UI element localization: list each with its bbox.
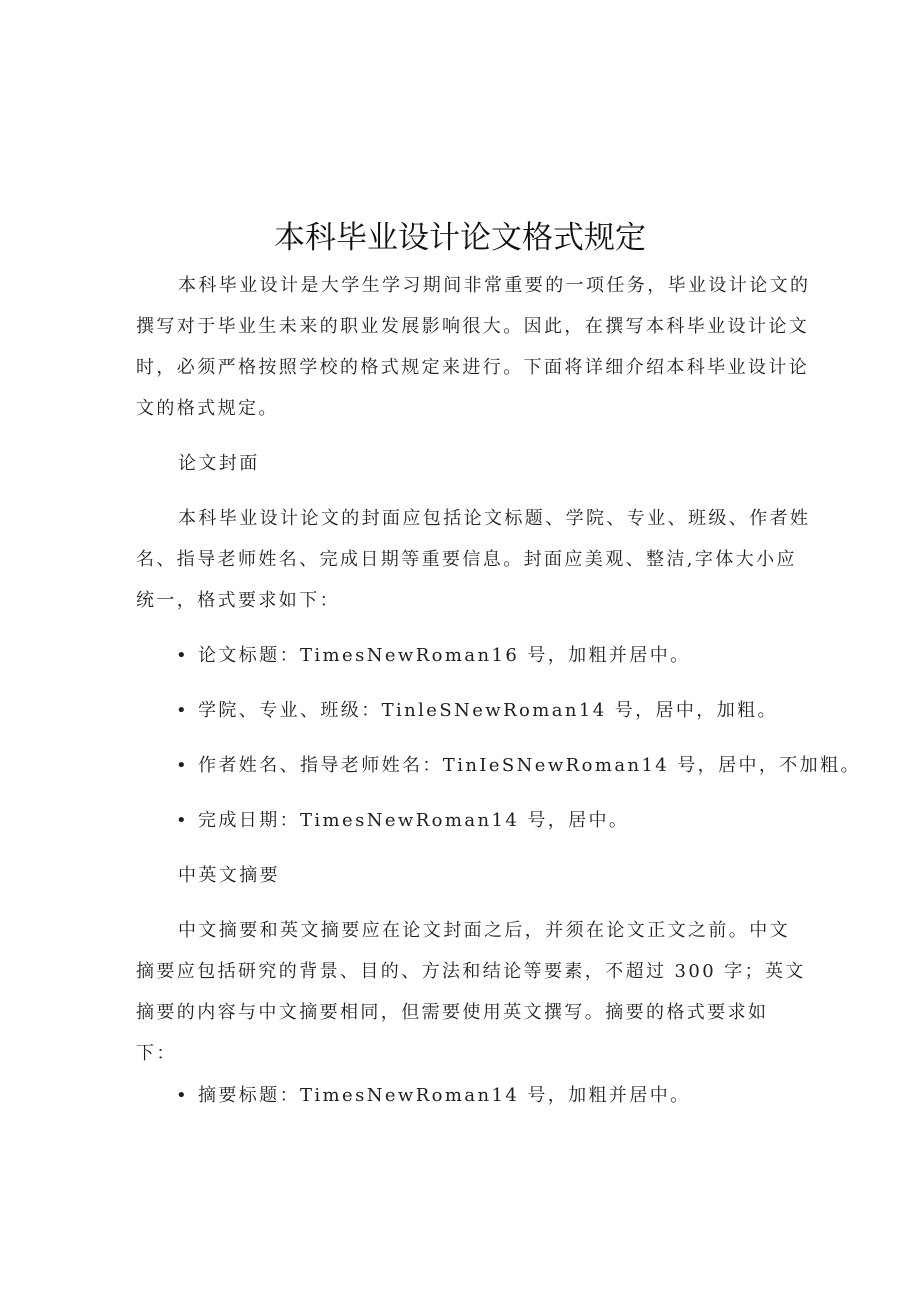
cover-paragraph-line-3: 统一，格式要求如下：	[136, 590, 340, 611]
bullet-item	[176, 809, 629, 833]
bullet-icon: •	[176, 700, 187, 721]
abstract-paragraph-line-3: 摘要的内容与中文摘要相同，但需要使用英文撰写。摘要的格式要求如	[136, 1002, 769, 1023]
bullet-text: 摘要标题：TimesNewRoman14 号，加粗并居中。	[198, 1085, 691, 1106]
bullet-icon: •	[176, 1085, 187, 1106]
bullet-icon: •	[176, 810, 187, 831]
bullet-text: 完成日期：TimesNewRoman14 号，居中。	[198, 810, 630, 831]
bullet-text: 学院、专业、班级：TinleSNewRoman14 号，居中，加粗。	[198, 700, 778, 721]
intro-line-2: 撰写对于毕业生未来的职业发展影响很大。因此，在撰写本科毕业设计论文	[136, 316, 810, 337]
section-heading-cover: 论文封面	[178, 453, 260, 474]
intro-line-4: 文的格式规定。	[136, 398, 279, 419]
abstract-paragraph-line-4: 下：	[136, 1043, 177, 1064]
section-heading-abstract: 中英文摘要	[178, 865, 280, 886]
bullet-item	[176, 699, 778, 723]
document-title: 本科毕业设计论文格式规定	[274, 220, 646, 256]
bullet-icon: •	[176, 755, 187, 776]
intro-line-3: 时，必须严格按照学校的格式规定来进行。下面将详细介绍本科毕业设计论	[136, 357, 810, 378]
bullet-item	[176, 644, 691, 668]
bullet-text: 作者姓名、指导老师姓名：TinIeSNewRoman14 号，居中，不加粗。	[198, 755, 861, 776]
cover-paragraph-line-1: 本科毕业设计论文的封面应包括论文标题、学院、专业、班级、作者姓	[178, 508, 811, 529]
bullet-text: 论文标题：TimesNewRoman16 号，加粗并居中。	[198, 645, 691, 666]
bullet-icon: •	[176, 645, 187, 666]
bullet-item	[176, 754, 861, 778]
bullet-item	[176, 1084, 691, 1108]
abstract-paragraph-line-2: 摘要应包括研究的背景、目的、方法和结论等要素，不超过 300 字；英文	[136, 961, 806, 982]
abstract-paragraph-line-1: 中文摘要和英文摘要应在论文封面之后，并须在论文正文之前。中文	[178, 920, 790, 941]
intro-line-1: 本科毕业设计是大学生学习期间非常重要的一项任务，毕业设计论文的	[178, 275, 811, 296]
cover-paragraph-line-2: 名、指导老师姓名、完成日期等重要信息。封面应美观、整洁,字体大小应	[136, 549, 797, 570]
